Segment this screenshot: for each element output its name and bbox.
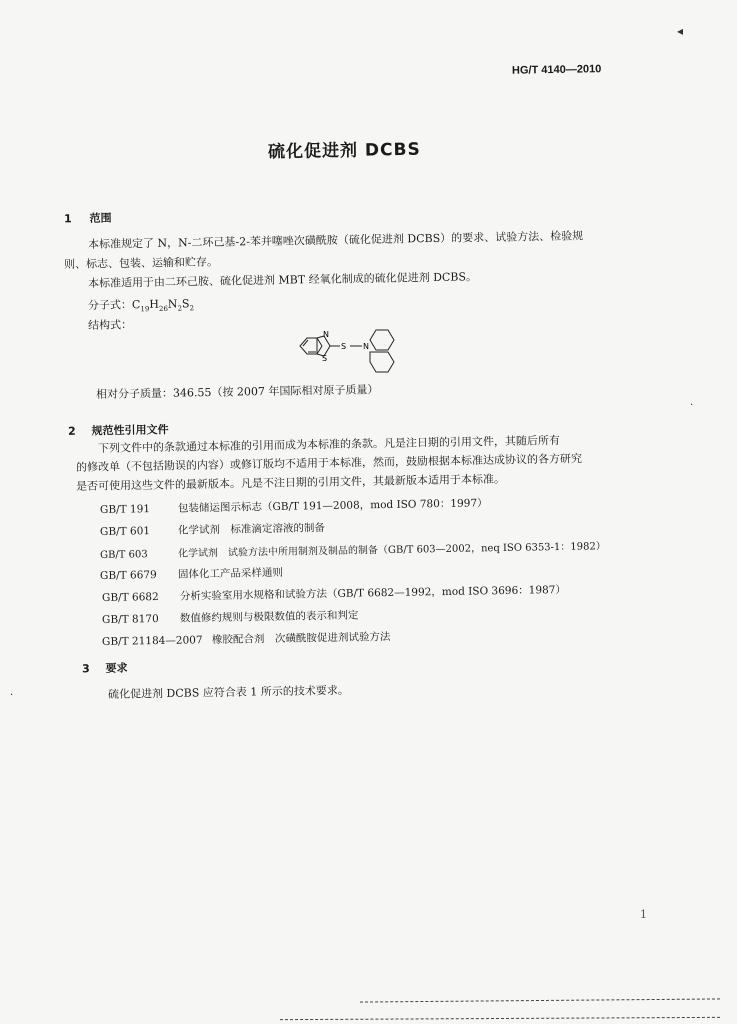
document-title: 硫化促进剂 DCBS [267,139,421,163]
scan-mark: · [10,690,14,701]
cyclohexyl-rings [370,330,394,372]
reference-code: GB/T 601 [99,525,151,538]
reference-code: GB/T 8170 [101,613,159,626]
reference-title: 化学试剂 试验方法中所用制剂及制品的制备（GB/T 603—2002，neq ISO 6353-1：1982） [177,541,606,560]
reference-title: 包装储运图示标志（GB/T 191—2008，mod ISO 780：1997） [177,497,488,515]
section-1-para1-line1: 本标准规定了 N，N-二环己基-2-苯并噻唑次磺酰胺（硫化促进剂 DCBS）的要求、试验方法、检验规 [87,229,584,251]
reference-title: 固体化工产品采样通则 [177,566,284,581]
structure-label: 结构式： [87,318,133,332]
section-1-heading [64,210,112,227]
section-2-number: 2 [67,424,76,438]
section-2-intro-line2: 的修改单（不包括勘误的内容）或修订版均不适用于本标准，然而，鼓励根据本标准达成协议的各方研究 [75,452,583,474]
amine-n-atom: N [363,342,369,351]
reference-title: 橡胶配合剂 次磺酰胺促进剂试验方法 [211,630,391,647]
section-3-title: 要求 [105,661,128,675]
section-2-title: 规范性引用文件 [91,423,169,438]
scan-mark: · [690,400,694,411]
reference-code: GB/T 191 [99,503,151,516]
reference-code: GB/T 6682 [101,591,159,604]
reference-item [100,495,488,517]
section-2-intro-line3: 是否可使用这些文件的最新版本。凡是不注日期的引用文件，其最新版本适用于本标准。 [75,472,506,493]
section-1-para2: 本标准适用于由二环己胺、硫化促进剂 MBT 经氧化制成的硫化促进剂 DCBS。 [87,270,478,290]
reference-item [102,629,391,649]
reference-item [100,520,325,539]
structural-formula-diagram [292,316,412,378]
reference-item [102,608,359,627]
reference-code: GB/T 21184—2007 [101,634,203,648]
page-number: 1 [640,908,647,921]
reference-title: 化学试剂 标准滴定溶液的制备 [177,522,326,537]
molecular-formula: 分子式：$C_{19}H_{26}N_2S_2$ [87,297,195,314]
section-2-intro-line1: 下列文件中的条款通过本标准的引用而成为本标准的条款。凡是注日期的引用文件，其随后所有 [97,433,561,455]
reference-title: 数值修约规则与极限数值的表示和判定 [179,609,359,625]
bottom-scan-line [360,998,720,1003]
section-3-text: 硫化促进剂 DCBS 应符合表 1 所示的技术要求。 [107,683,349,701]
section-2-heading [68,421,169,439]
standard-number: HG/T 4140—2010 [511,63,602,77]
bottom-scan-line [280,1017,720,1021]
section-1-number: 1 [63,212,72,226]
benzothiazole-rings [300,336,362,356]
sulfur-atom: S [341,342,347,351]
reference-code: GB/T 603 [99,549,148,561]
molar-mass: 相对分子质量：346.55（按 2007 年国际相对原子质量） [95,383,379,401]
reference-code: GB/T 6679 [99,569,157,582]
scan-mark: ◂ [677,24,684,38]
reference-item [102,582,566,605]
formula-label: 分子式： [87,298,133,312]
section-3-number: 3 [81,662,90,676]
section-3-heading [82,660,128,677]
reference-item [100,537,606,561]
reference-title: 分析实验室用水规格和试验方法（GB/T 6682—1992，mod ISO 3696：1987） [179,583,567,603]
section-1-para1-line2: 则、标志、包装、运输和贮存。 [63,255,219,271]
thiazole-s-atom: S [322,354,328,363]
section-1-title: 范围 [89,211,112,225]
reference-item [100,565,283,583]
thiazole-n-atom: N [323,330,329,339]
